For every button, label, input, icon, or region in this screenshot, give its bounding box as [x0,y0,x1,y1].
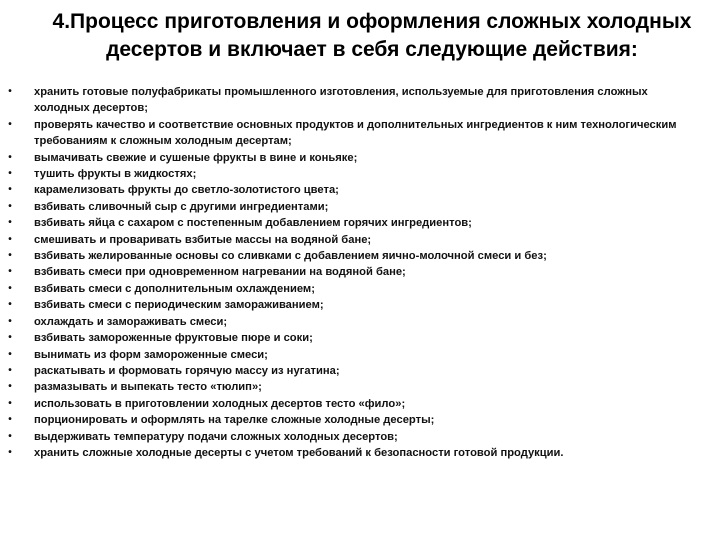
list-item-text: размазывать и выпекать тесто «тюлип»; [34,381,262,394]
list-item [4,264,704,280]
list-item [4,363,704,379]
list-item-text: использовать в приготовлении холодных десертов тесто «фило»; [34,397,406,410]
list-item [4,445,704,461]
bullet-icon: • [8,266,12,278]
bullet-icon: • [8,364,12,376]
bullet-icon: • [8,200,12,212]
list-item-text: карамелизовать фрукты до светло-золотистого цвета; [34,184,339,197]
bullet-icon: • [8,118,12,130]
list-item [4,330,704,346]
list-item-text: хранить сложные холодные десерты с учетом требований к безопасности готовой продукции. [34,446,564,459]
list-item-text: охлаждать и замораживать смеси; [34,315,228,328]
list-item-text: тушить фрукты в жидкостях; [34,168,197,181]
list-item-text: взбивать смеси с периодическим замораживанием; [34,299,324,312]
list-item [4,248,704,264]
bullet-icon: • [8,299,12,311]
list-item-text: порционировать и оформлять на тарелке сложные холодные десерты; [34,414,435,427]
list-item-text: раскатывать и формовать горячую массу из нугатина; [34,364,340,377]
bullet-icon: • [8,184,12,196]
list-item [4,379,704,395]
list-item [4,150,704,166]
list-item-text: выдерживать температуру подачи сложных холодных десертов; [34,430,398,443]
bullet-icon: • [8,168,12,180]
list-item-text: взбивать замороженные фруктовые пюре и соки; [34,332,313,345]
list-item [4,396,704,412]
list-item-text: взбивать смеси с дополнительным охлаждением; [34,282,315,295]
list-item [4,199,704,215]
bullet-icon: • [8,282,12,294]
list-item-text: смешивать и проваривать взбитые массы на водяной бане; [34,233,372,246]
bullet-icon: • [8,332,12,344]
list-item [4,215,704,231]
list-item [4,166,704,182]
bullet-icon: • [8,86,12,97]
list-item-text: взбивать сливочный сыр с другими ингредиентами; [34,200,329,213]
bullet-icon: • [8,151,12,163]
bullet-icon: • [8,348,12,360]
list-item-text: взбивать яйца с сахаром с постепенным добавлением горячих ингредиентов; [34,217,472,230]
list-item [4,412,704,428]
bullet-icon: • [8,250,12,262]
list-item [4,297,704,313]
slide-title: 4.Процесс приготовления и оформления сложных холодных десертов и включает в себя следующие действия: [52,10,692,61]
list-item-text: взбивать желированные основы со сливками с добавлением яично-молочной смеси и без; [34,250,547,263]
list-item-text: хранить готовые полуфабрикаты промышленного изготовления, используемые для приготовления сложных холодных десертов; [34,86,648,115]
list-item [4,117,704,150]
list-item [4,347,704,363]
bullet-icon: • [8,217,12,229]
list-item-text: проверять качество и соответствие основных продуктов и дополнительных ингредиентов к ним технологическим требованиям к сложным холодным десертам; [34,118,677,148]
list-item [4,281,704,297]
list-item-text: взбивать смеси при одновременном нагревании на водяной бане; [34,266,406,279]
bullet-icon: • [8,446,12,458]
list-item [4,314,704,330]
list-item [4,182,704,198]
action-list [4,84,704,461]
list-item-text: вымачивать свежие и сушеные фрукты в вине и коньяке; [34,151,358,164]
list-item-text: вынимать из форм замороженные смеси; [34,348,268,361]
bullet-icon: • [8,233,12,245]
bullet-icon: • [8,397,12,409]
bullet-icon: • [8,381,12,393]
bullet-icon: • [8,315,12,327]
list-item [4,84,704,117]
list-item [4,429,704,445]
list-item [4,232,704,248]
bullet-icon: • [8,430,12,442]
bullet-icon: • [8,414,12,426]
